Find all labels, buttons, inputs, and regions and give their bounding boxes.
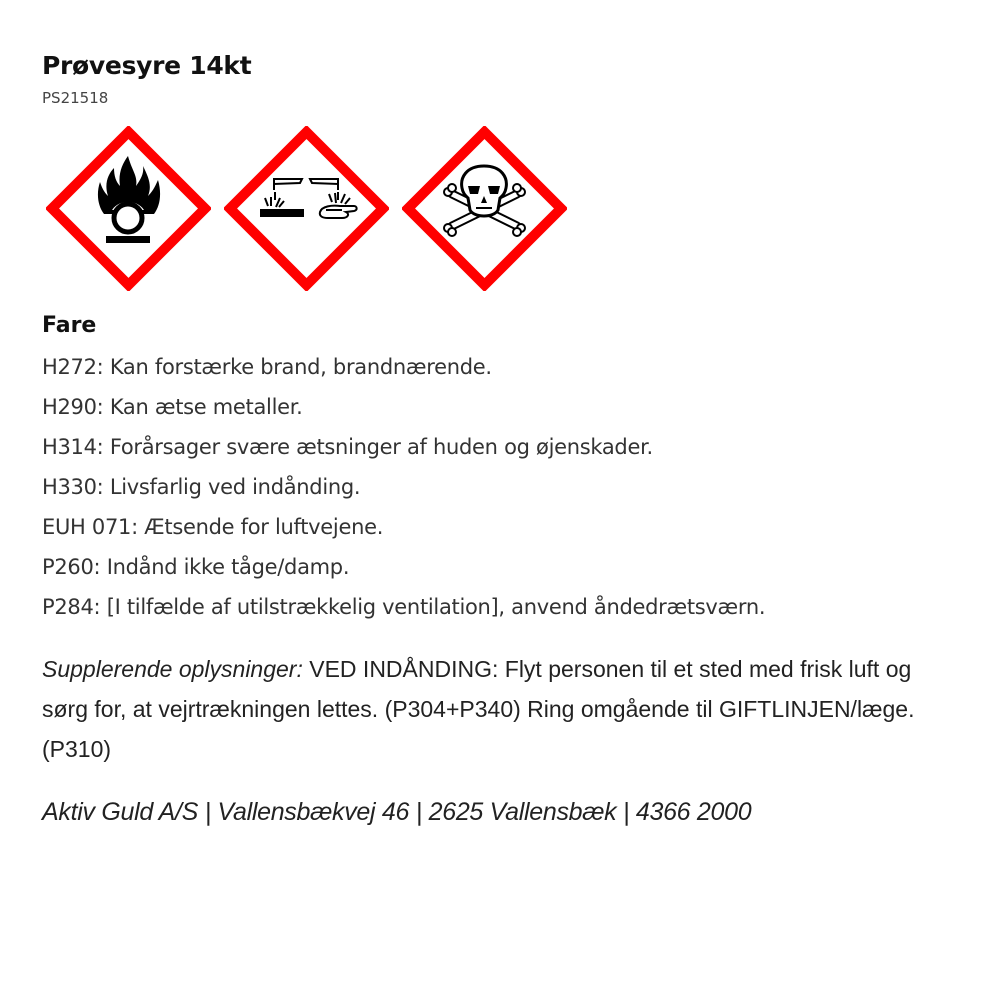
skull-and-crossbones-icon [402, 126, 580, 291]
hazard-statement: H290: Kan ætse metaller. [42, 395, 303, 419]
supplementary-text: VED INDÅNDING: Flyt personen til et sted med frisk luft og sørg for, at vejrtrækningen lettes. (P304+P340) Ring omgående til GIFTLINJEN/læge. (P310) [42, 656, 915, 762]
signal-word: Fare [42, 313, 97, 338]
precaution-statement: P284: [I tilfælde af utilstrækkelig ventilation], anvend åndedrætsværn. [42, 595, 766, 619]
safety-label [42, 48, 972, 829]
company-footer: Aktiv Guld A/S | Vallensbækvej 46 | 2625 Vallensbæk | 4366 2000 [42, 798, 752, 826]
hazard-statement: H272: Kan forstærke brand, brandnærende. [42, 355, 492, 379]
hazard-statement: H330: Livsfarlig ved indånding. [42, 475, 361, 499]
hazard-statements [42, 347, 972, 627]
product-title: Prøvesyre 14kt [42, 51, 252, 80]
hazard-statement: H314: Forårsager svære ætsninger af huden og øjenskader. [42, 435, 653, 459]
precaution-statement: P260: Indånd ikke tåge/damp. [42, 555, 350, 579]
supplementary-label: Supplerende oplysninger: [42, 656, 303, 682]
product-sku: PS21518 [42, 89, 109, 107]
supplementary-info [42, 649, 962, 769]
flame-over-circle-icon [46, 126, 224, 291]
hazard-statement: EUH 071: Ætsende for luftvejene. [42, 515, 384, 539]
corrosion-icon [224, 126, 402, 291]
ghs-pictograms [46, 126, 972, 291]
